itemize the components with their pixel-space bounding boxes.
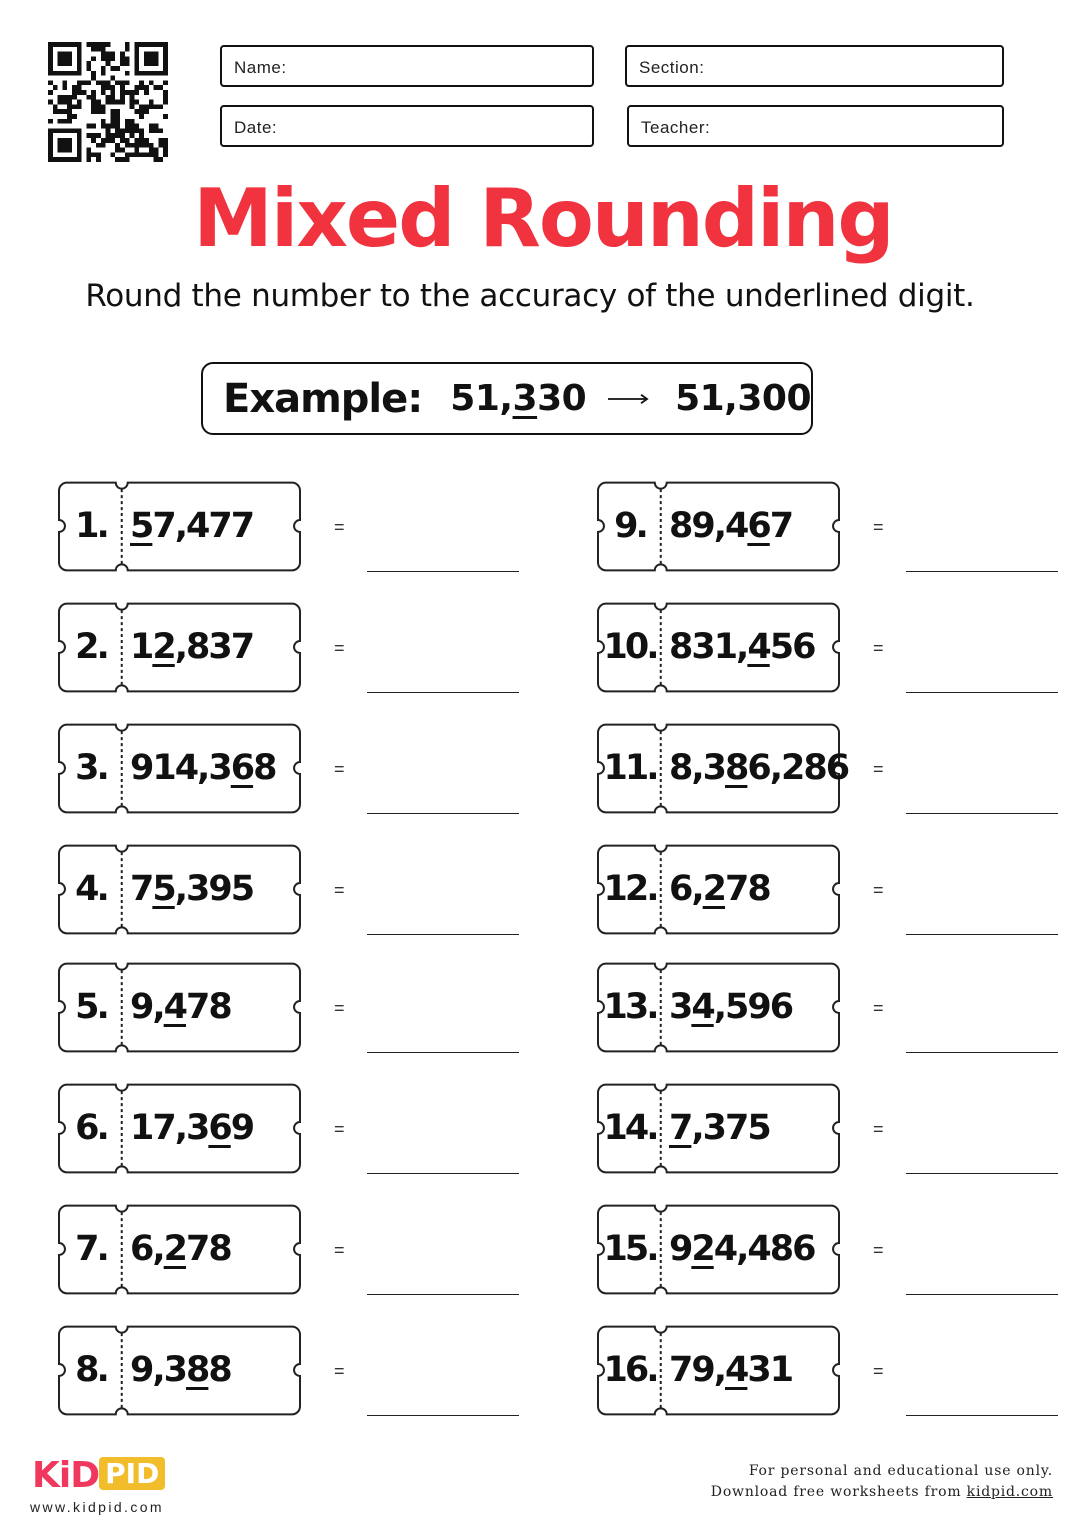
problem-number: 3. bbox=[75, 748, 107, 788]
problem-value: 831,456 bbox=[669, 627, 815, 667]
answer-line[interactable] bbox=[367, 813, 519, 814]
answer-line[interactable] bbox=[367, 1294, 519, 1295]
underlined-digit: 5 bbox=[152, 869, 175, 909]
problem-value: 34,596 bbox=[669, 987, 793, 1027]
example-answer: 51,300 bbox=[675, 378, 811, 419]
problem-number: 16. bbox=[603, 1350, 657, 1390]
problem-ticket bbox=[597, 602, 841, 693]
problem-value: 9,388 bbox=[130, 1350, 231, 1390]
problem-ticket bbox=[597, 1083, 841, 1174]
problem-value: 79,431 bbox=[669, 1350, 793, 1390]
kidpid-logo: KiD PID bbox=[32, 1455, 165, 1496]
equals-sign: = bbox=[334, 517, 345, 537]
problem-number: 1. bbox=[75, 506, 107, 546]
answer-line[interactable] bbox=[367, 1052, 519, 1053]
problem-ticket bbox=[597, 1204, 841, 1295]
problem-value: 6,278 bbox=[130, 1229, 231, 1269]
example-number: 51,330 bbox=[450, 378, 587, 419]
answer-line[interactable] bbox=[367, 934, 519, 935]
footer-line-2: Download free worksheets from kidpid.com bbox=[710, 1484, 1053, 1500]
underlined-digit: 2 bbox=[163, 1229, 187, 1269]
name-field[interactable] bbox=[220, 45, 594, 87]
equals-sign: = bbox=[334, 759, 345, 779]
page-title: Mixed Rounding bbox=[193, 172, 893, 265]
problem-value: 17,369 bbox=[130, 1108, 254, 1148]
problem-number: 4. bbox=[75, 869, 107, 909]
teacher-field[interactable] bbox=[627, 105, 1004, 147]
name-label: Name: bbox=[234, 58, 287, 77]
equals-sign: = bbox=[334, 1361, 345, 1381]
problem-number: 15. bbox=[603, 1229, 657, 1269]
problem-number: 6. bbox=[75, 1108, 107, 1148]
problem-value: 9,478 bbox=[130, 987, 231, 1027]
problem-number: 5. bbox=[75, 987, 107, 1027]
answer-line[interactable] bbox=[367, 1415, 519, 1416]
problem-number: 14. bbox=[603, 1108, 657, 1148]
footer-line-1: For personal and educational use only. bbox=[748, 1463, 1053, 1479]
problem-ticket bbox=[597, 962, 841, 1053]
equals-sign: = bbox=[334, 1119, 345, 1139]
underlined-digit: 4 bbox=[747, 627, 770, 667]
problem-value: 7,375 bbox=[669, 1108, 770, 1148]
section-field[interactable] bbox=[625, 45, 1004, 87]
answer-line[interactable] bbox=[367, 1173, 519, 1174]
equals-sign: = bbox=[334, 638, 345, 658]
problem-ticket bbox=[58, 481, 302, 572]
underlined-digit: 4 bbox=[691, 987, 714, 1027]
problem-value: 8,386,286 bbox=[669, 748, 849, 788]
problem-number: 2. bbox=[75, 627, 107, 667]
problem-ticket bbox=[597, 723, 849, 814]
answer-line[interactable] bbox=[906, 692, 1058, 693]
answer-line[interactable] bbox=[367, 692, 519, 693]
problem-value: 12,837 bbox=[130, 627, 254, 667]
underlined-digit: 2 bbox=[702, 869, 726, 909]
underlined-digit: 6 bbox=[230, 748, 254, 788]
date-field[interactable] bbox=[220, 105, 594, 147]
problem-number: 11. bbox=[603, 748, 657, 788]
underlined-digit: 3 bbox=[512, 378, 538, 419]
underlined-digit: 4 bbox=[163, 987, 187, 1027]
equals-sign: = bbox=[873, 517, 884, 537]
equals-sign: = bbox=[334, 880, 345, 900]
problem-number: 10. bbox=[603, 627, 657, 667]
underlined-digit: 8 bbox=[725, 748, 748, 788]
answer-line[interactable] bbox=[367, 571, 519, 572]
equals-sign: = bbox=[873, 880, 884, 900]
instructions: Round the number to the accuracy of the underlined digit. bbox=[85, 278, 975, 314]
underlined-digit: 2 bbox=[152, 627, 175, 667]
problem-value: 6,278 bbox=[669, 869, 770, 909]
equals-sign: = bbox=[334, 998, 345, 1018]
problem-value: 75,395 bbox=[130, 869, 254, 909]
problem-value: 57,477 bbox=[130, 506, 254, 546]
underlined-digit: 6 bbox=[747, 506, 770, 546]
example-box bbox=[201, 362, 813, 435]
problem-ticket bbox=[58, 1083, 302, 1174]
underlined-digit: 7 bbox=[669, 1108, 692, 1148]
problem-number: 13. bbox=[603, 987, 657, 1027]
answer-line[interactable] bbox=[906, 813, 1058, 814]
equals-sign: = bbox=[873, 1361, 884, 1381]
problem-value: 924,486 bbox=[669, 1229, 815, 1269]
problem-number: 8. bbox=[75, 1350, 107, 1390]
problem-value: 89,467 bbox=[669, 506, 793, 546]
problem-ticket bbox=[58, 602, 302, 693]
underlined-digit: 2 bbox=[691, 1229, 714, 1269]
answer-line[interactable] bbox=[906, 1052, 1058, 1053]
underlined-digit: 5 bbox=[130, 506, 153, 546]
arrow-right-icon bbox=[608, 389, 649, 409]
underlined-digit: 6 bbox=[208, 1108, 231, 1148]
teacher-label: Teacher: bbox=[641, 118, 711, 137]
answer-line[interactable] bbox=[906, 1294, 1058, 1295]
problem-ticket bbox=[597, 481, 841, 572]
footer-note bbox=[711, 1461, 1053, 1503]
equals-sign: = bbox=[873, 759, 884, 779]
equals-sign: = bbox=[873, 998, 884, 1018]
equals-sign: = bbox=[873, 1240, 884, 1260]
problem-number: 12. bbox=[603, 869, 657, 909]
problem-ticket bbox=[58, 962, 302, 1053]
equals-sign: = bbox=[334, 1240, 345, 1260]
equals-sign: = bbox=[873, 1119, 884, 1139]
section-label: Section: bbox=[639, 58, 705, 77]
problem-ticket bbox=[597, 1325, 841, 1416]
problem-value: 914,368 bbox=[130, 748, 276, 788]
problem-ticket bbox=[58, 723, 302, 814]
problem-number: 9. bbox=[614, 506, 646, 546]
problem-number: 7. bbox=[75, 1229, 107, 1269]
problem-ticket bbox=[58, 844, 302, 935]
underlined-digit: 8 bbox=[186, 1350, 209, 1390]
answer-line[interactable] bbox=[906, 934, 1058, 935]
problem-ticket bbox=[58, 1204, 302, 1295]
answer-line[interactable] bbox=[906, 571, 1058, 572]
equals-sign: = bbox=[873, 638, 884, 658]
answer-line[interactable] bbox=[906, 1173, 1058, 1174]
example-label: Example: bbox=[223, 375, 423, 422]
qr-code bbox=[48, 42, 168, 162]
logo-url: www.kidpid.com bbox=[30, 1499, 164, 1515]
answer-line[interactable] bbox=[906, 1415, 1058, 1416]
problem-ticket bbox=[58, 1325, 302, 1416]
underlined-digit: 4 bbox=[725, 1350, 748, 1390]
kidpid-link[interactable]: kidpid.com bbox=[966, 1484, 1053, 1500]
date-label: Date: bbox=[234, 118, 278, 137]
problem-ticket bbox=[597, 844, 841, 935]
